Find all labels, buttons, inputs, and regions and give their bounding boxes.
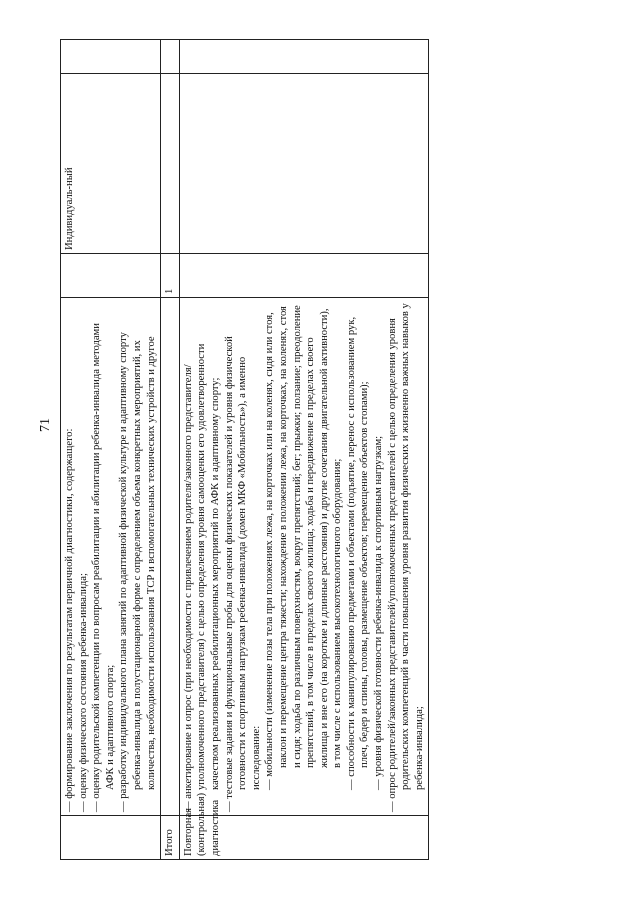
repeat-count-empty [179, 254, 429, 298]
list-item: — оценку физического состояния ребенка-инвалида; [77, 573, 89, 812]
count-cell-empty [61, 254, 161, 298]
total-extra-empty [161, 40, 180, 74]
first-block-content [61, 298, 161, 816]
page-number: 71 [38, 418, 53, 432]
list-item: — анкетирование и опрос (при необходимости с привлечением родителя/законного представителя/уполномоченного представителя) с целью определения уровня самооценки его удовлетворенности качеством реализованных реабилитационных мероприятий по АФК и адаптивному спорту; [182, 343, 221, 812]
stage-cell-empty [61, 816, 161, 860]
list-item: — уровня физической готовности ребенка-инвалида к спортивным нагрузкам; [373, 435, 385, 790]
extra-cell-empty [61, 40, 161, 74]
table-row-total [161, 40, 180, 860]
repeat-mode-empty [179, 74, 429, 254]
list-item: — тестовые задания и функциональные пробы для оценки физических показателей и уровня физической готовности к спортивным нагрузкам ребенка-инвалида (домен МКФ «Мобильность»), а именно исследование: [223, 336, 262, 812]
total-label: Итого [161, 816, 180, 860]
list-item: — мобильности (изменение позы тела при положениях лежа, на корточках или на коленях, сидя или стоя, наклон и перемещение центра тяжести; нахождение в положении лежа, на корточках, на коленях, стоя и сидя; ходьба по различным поверхностям, вокруг препятствий; бег; прыжки; ползание; преодоление препятствий, в том числе в пределах своего жилища; ходьба и передвижение в пределах своего жилища и вне его (на короткие и длинные расстояния) и другие сочетания двигательной активности), в том числе с использованием высокотехнологичного оборудования; [264, 305, 344, 790]
total-content-empty [161, 298, 180, 816]
total-count: 1 [161, 254, 180, 298]
second-block-content [179, 298, 429, 816]
rotated-table-sheet [60, 40, 580, 860]
list-item: — формирование заключения по результатам первичной диагностики, содержащего: [64, 428, 75, 812]
list-item: — разработку индивидуального плана занятий по адаптивной физической культуре и адаптивному спорту ребенка-инвалида в полустационарной форме с определением объема конкретных мероприятий, их количества, необходимости использования ТСР и вспомогательных технических устройств и другое [118, 332, 157, 812]
stage-cell: Повторная (контрольная) диагностика [179, 816, 429, 860]
mode-text: Индивидуаль-ный [64, 167, 75, 250]
list-item: — оценку родительской компетенции по вопросам реабилитации и абилитации ребенка-инвалида методами АФК и адаптивного спорта; [91, 323, 116, 812]
table-row-repeat [179, 40, 429, 860]
list-item: — способности к манипулированию предметами и объектами (подъятие, перенос с использованием рук, плеч, бедер и спины, головы, размещение объектов; перемещение объектов стопами); [345, 316, 371, 790]
mode-cell [61, 74, 161, 254]
methods-table [60, 39, 429, 860]
total-mode-empty [161, 74, 180, 254]
table-row-initial [61, 40, 161, 860]
repeat-extra-empty [179, 40, 429, 74]
list-item: — опрос родителей/законных представителей/уполномоченных представителей с целью определения уровня родительских компетенций в части повышения уровня развития физических и жизненно важных навыков у ребенка-инвалида; [386, 303, 425, 812]
